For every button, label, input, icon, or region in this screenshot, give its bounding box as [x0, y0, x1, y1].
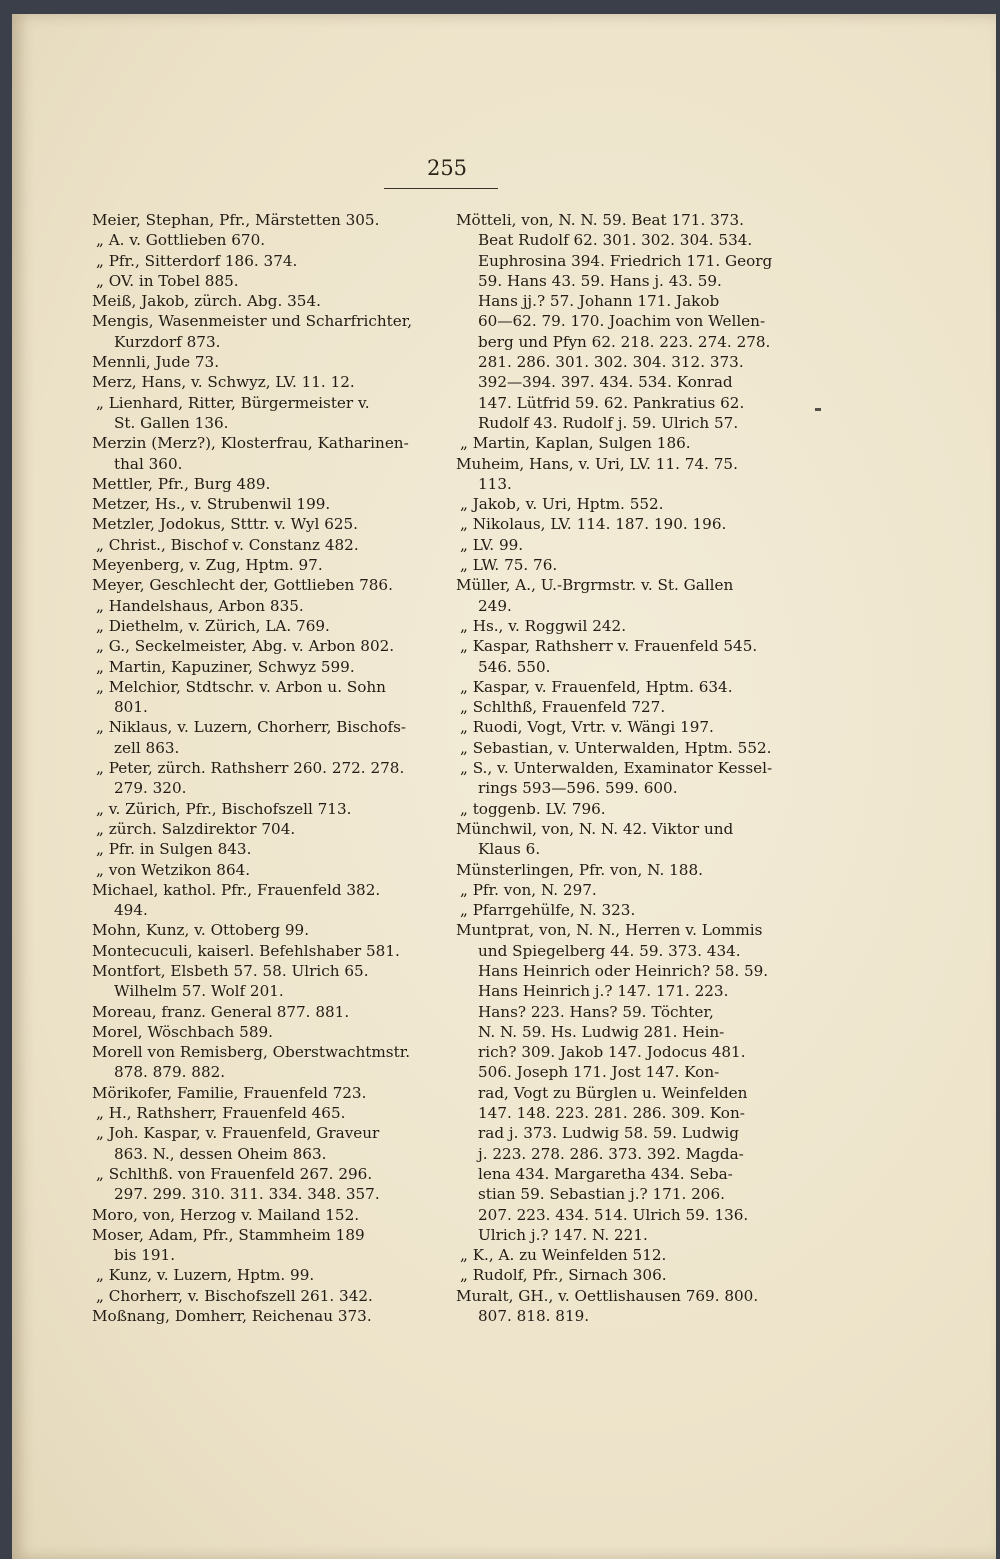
- index-entry-line: Moro, von, Herzog v. Mailand 152.: [92, 1205, 360, 1224]
- index-entry-line: und Spiegelberg 44. 59. 373. 434.: [478, 941, 741, 960]
- index-entry-line: 249.: [478, 596, 512, 615]
- index-entry-line: Ulrich j.? 147. N. 221.: [478, 1225, 648, 1244]
- index-entry-line: Morel, Wöschbach 589.: [92, 1022, 273, 1041]
- index-entry-line: 863. N., dessen Oheim 863.: [114, 1144, 327, 1163]
- index-entry-line: Kurzdorf 873.: [114, 332, 221, 351]
- index-entry-line: „ Kaspar, v. Frauenfeld, Hptm. 634.: [460, 677, 733, 696]
- index-entry-line: Mörikofer, Familie, Frauenfeld 723.: [92, 1083, 367, 1102]
- index-entry-line: „ toggenb. LV. 796.: [460, 799, 606, 818]
- index-entry-line: zell 863.: [114, 738, 180, 757]
- index-entry-line: „ Jakob, v. Uri, Hptm. 552.: [460, 495, 664, 514]
- index-entry-line: „ Nikolaus, LV. 114. 187. 190. 196.: [460, 515, 727, 534]
- index-entry-line: Morell von Remisberg, Oberstwachtmstr.: [92, 1043, 411, 1062]
- index-entry-line: N. N. 59. Hs. Ludwig 281. Hein-: [478, 1022, 725, 1041]
- index-entry-line: „ von Wetzikon 864.: [96, 860, 251, 879]
- index-entry-line: „ LW. 75. 76.: [460, 556, 558, 575]
- index-entry-line: „ Pfr., Sitterdorf 186. 374.: [96, 251, 298, 270]
- index-entry-line: 546. 550.: [478, 657, 551, 676]
- index-entry-line: „ H., Rathsherr, Frauenfeld 465.: [96, 1104, 346, 1123]
- index-entry-line: „ Niklaus, v. Luzern, Chorherr, Bischofs-: [96, 718, 407, 737]
- index-entry-line: „ Rudolf, Pfr., Sirnach 306.: [460, 1266, 667, 1285]
- index-entry-line: Hans? 223. Hans? 59. Töchter,: [478, 1002, 714, 1021]
- index-entry-line: Hans Heinrich j.? 147. 171. 223.: [478, 982, 729, 1001]
- index-entry-line: rings 593—596. 599. 600.: [478, 779, 678, 798]
- index-entry-line: thal 360.: [114, 454, 183, 473]
- index-entry-line: Moser, Adam, Pfr., Stammheim 189: [92, 1225, 365, 1244]
- index-entry-line: „ A. v. Gottlieben 670.: [96, 231, 266, 250]
- index-entry-line: 506. Joseph 171. Jost 147. Kon-: [478, 1063, 720, 1082]
- index-entry-line: 297. 299. 310. 311. 334. 348. 357.: [114, 1185, 380, 1204]
- index-entry-line: Merz, Hans, v. Schwyz, LV. 11. 12.: [92, 373, 355, 392]
- index-entry-line: Meyenberg, v. Zug, Hptm. 97.: [92, 556, 323, 575]
- index-entry-line: berg und Pfyn 62. 218. 223. 274. 278.: [478, 332, 771, 351]
- index-entry-line: „ Lienhard, Ritter, Bürgermeister v.: [96, 393, 370, 412]
- index-entry-line: 878. 879. 882.: [114, 1063, 226, 1082]
- index-entry-line: St. Gallen 136.: [114, 413, 229, 432]
- index-entry-line: „ Martin, Kaplan, Sulgen 186.: [460, 434, 691, 453]
- index-entry-line: Meier, Stephan, Pfr., Märstetten 305.: [92, 211, 380, 229]
- index-column-right: [456, 210, 796, 1326]
- index-entry-line: Muntprat, von, N. N., Herren v. Lommis: [456, 921, 763, 940]
- index-entry-line: 60—62. 79. 170. Joachim von Wellen-: [478, 312, 766, 331]
- index-entry-line: Michael, kathol. Pfr., Frauenfeld 382.: [92, 880, 381, 899]
- index-entry-line: Merzin (Merz?), Klosterfrau, Katharinen-: [92, 434, 409, 453]
- index-entry-line: „ Schlthß, Frauenfeld 727.: [460, 698, 666, 717]
- index-entry-line: „ Kaspar, Rathsherr v. Frauenfeld 545.: [460, 637, 758, 656]
- index-column-left: [92, 210, 447, 1326]
- index-entry-line: rich? 309. Jakob 147. Jodocus 481.: [478, 1043, 746, 1062]
- index-entry-line: „ zürch. Salzdirektor 704.: [96, 819, 296, 838]
- index-entry-line: Müller, A., U.-Brgrmstr. v. St. Gallen: [456, 576, 734, 595]
- index-entry-line: 279. 320.: [114, 779, 187, 798]
- index-entry-line: rad, Vogt zu Bürglen u. Weinfelden: [478, 1083, 748, 1102]
- index-entry-line: Mötteli, von, N. N. 59. Beat 171. 373.: [456, 211, 744, 229]
- index-entry-line: Rudolf 43. Rudolf j. 59. Ulrich 57.: [478, 413, 739, 432]
- index-entry-line: „ Peter, zürch. Rathsherr 260. 272. 278.: [96, 759, 405, 778]
- index-entry-line: „ Pfr. in Sulgen 843.: [96, 840, 252, 859]
- index-entry-line: 59. Hans 43. 59. Hans j. 43. 59.: [478, 271, 722, 290]
- index-entry-line: stian 59. Sebastian j.? 171. 206.: [478, 1185, 725, 1204]
- margin-mark: [815, 408, 821, 411]
- index-entry-line: „ Christ., Bischof v. Constanz 482.: [96, 535, 359, 554]
- index-entry-line: Euphrosina 394. Friedrich 171. Georg: [478, 251, 773, 270]
- index-entry-line: „ Hs., v. Roggwil 242.: [460, 616, 627, 635]
- index-entry-line: 147. 148. 223. 281. 286. 309. Kon-: [478, 1104, 745, 1123]
- index-entry-line: „ Joh. Kaspar, v. Frauenfeld, Graveur: [96, 1124, 380, 1143]
- index-entry-line: lena 434. Margaretha 434. Seba-: [478, 1164, 733, 1183]
- header-rule: [384, 188, 498, 189]
- index-entry-line: „ OV. in Tobel 885.: [96, 271, 239, 290]
- index-entry-line: Meiß, Jakob, zürch. Abg. 354.: [92, 292, 321, 311]
- index-entry-line: Metzer, Hs., v. Strubenwil 199.: [92, 495, 331, 514]
- index-entry-line: j. 223. 278. 286. 373. 392. Magda-: [478, 1144, 744, 1163]
- index-entry-line: „ LV. 99.: [460, 535, 524, 554]
- index-entry-line: 113.: [478, 474, 512, 493]
- index-entry-line: Montfort, Elsbeth 57. 58. Ulrich 65.: [92, 961, 369, 980]
- page-number: 255: [426, 156, 468, 180]
- index-entry-line: 494.: [114, 901, 148, 920]
- index-entry-line: „ Schlthß. von Frauenfeld 267. 296.: [96, 1164, 373, 1183]
- index-entry-line: Mettler, Pfr., Burg 489.: [92, 474, 271, 493]
- index-entry-line: bis 191.: [114, 1246, 176, 1265]
- index-entry-line: „ Pfarrgehülfe, N. 323.: [460, 901, 636, 920]
- index-entry-line: „ Diethelm, v. Zürich, LA. 769.: [96, 616, 330, 635]
- index-entry-line: 807. 818. 819.: [478, 1307, 590, 1326]
- index-entry-line: 147. Lütfrid 59. 62. Pankratius 62.: [478, 393, 745, 412]
- index-entry-line: Klaus 6.: [478, 840, 541, 859]
- index-entry-line: „ S., v. Unterwalden, Examinator Kessel-: [460, 759, 773, 778]
- index-entry-line: „ Ruodi, Vogt, Vrtr. v. Wängi 197.: [460, 718, 714, 737]
- index-entry-line: 207. 223. 434. 514. Ulrich 59. 136.: [478, 1205, 749, 1224]
- index-entry-line: Münsterlingen, Pfr. von, N. 188.: [456, 860, 703, 879]
- index-entry-line: Montecuculi, kaiserl. Befehlshaber 581.: [92, 941, 400, 960]
- index-entry-line: 392—394. 397. 434. 534. Konrad: [478, 373, 733, 392]
- index-entry-line: „ G., Seckelmeister, Abg. v. Arbon 802.: [96, 637, 395, 656]
- index-entry-line: Mohn, Kunz, v. Ottoberg 99.: [92, 921, 310, 940]
- index-entry-line: Metzler, Jodokus, Stttr. v. Wyl 625.: [92, 515, 359, 534]
- index-entry-line: Moßnang, Domherr, Reichenau 373.: [92, 1307, 372, 1326]
- index-entry-line: „ Melchior, Stdtschr. v. Arbon u. Sohn: [96, 677, 386, 696]
- index-entry-line: Wilhelm 57. Wolf 201.: [114, 982, 284, 1001]
- index-entry-line: „ Sebastian, v. Unterwalden, Hptm. 552.: [460, 738, 772, 757]
- index-entry-line: „ Kunz, v. Luzern, Hptm. 99.: [96, 1266, 315, 1285]
- index-entry-line: Hans Heinrich oder Heinrich? 58. 59.: [478, 961, 769, 980]
- index-entry-line: Muheim, Hans, v. Uri, LV. 11. 74. 75.: [456, 454, 738, 473]
- index-entry-line: 801.: [114, 698, 148, 717]
- index-entry-line: Mengis, Wasenmeister und Scharfrichter,: [92, 312, 413, 331]
- index-entry-line: Beat Rudolf 62. 301. 302. 304. 534.: [478, 231, 753, 250]
- index-entry-line: Muralt, GH., v. Oettlishausen 769. 800.: [456, 1286, 759, 1305]
- index-entry-line: „ v. Zürich, Pfr., Bischofszell 713.: [96, 799, 352, 818]
- index-entry-line: Meyer, Geschlecht der, Gottlieben 786.: [92, 576, 393, 595]
- index-entry-line: „ Handelshaus, Arbon 835.: [96, 596, 304, 615]
- index-entry-line: Hans jj.? 57. Johann 171. Jakob: [478, 292, 720, 311]
- book-page: [12, 14, 996, 1559]
- index-entry-line: „ Chorherr, v. Bischofszell 261. 342.: [96, 1286, 373, 1305]
- index-entry-line: 281. 286. 301. 302. 304. 312. 373.: [478, 353, 744, 372]
- index-entry-line: rad j. 373. Ludwig 58. 59. Ludwig: [478, 1124, 739, 1143]
- index-entry-line: Münchwil, von, N. N. 42. Viktor und: [456, 819, 734, 838]
- index-entry-line: „ K., A. zu Weinfelden 512.: [460, 1246, 667, 1265]
- index-entry-line: „ Martin, Kapuziner, Schwyz 599.: [96, 657, 355, 676]
- index-entry-line: „ Pfr. von, N. 297.: [460, 880, 597, 899]
- index-entry-line: Moreau, franz. General 877. 881.: [92, 1002, 350, 1021]
- index-entry-line: Mennli, Jude 73.: [92, 353, 220, 372]
